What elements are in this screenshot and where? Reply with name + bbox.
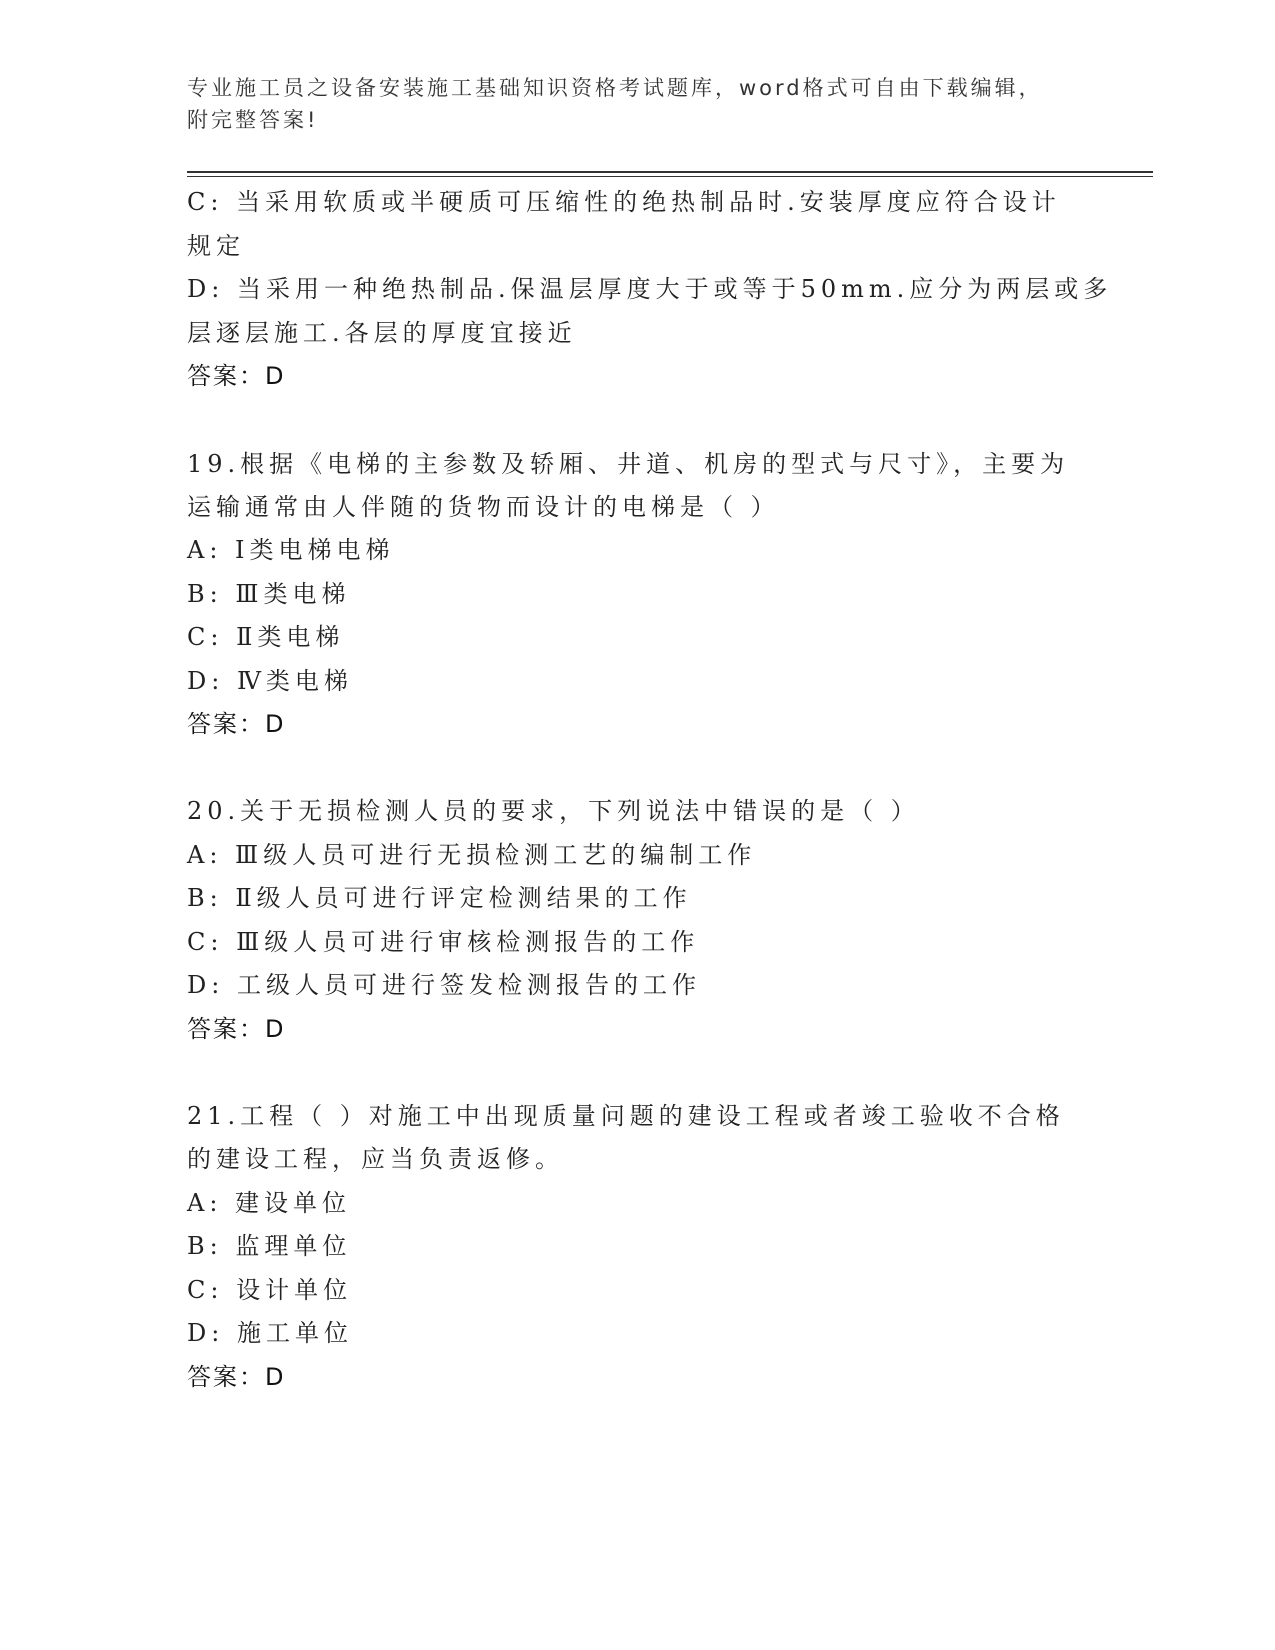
q20-option-b: B: Ⅱ级人员可进行评定检测结果的工作 (187, 884, 692, 912)
q20-stem: 20.关于无损检测人员的要求，下列说法中错误的是（ ） (187, 797, 920, 825)
q21-stem-line-1: 21.工程（ ）对施工中出现质量问题的建设工程或者竣工验收不合格 (187, 1102, 1065, 1130)
q21-option-c: C: 设计单位 (187, 1276, 353, 1304)
document-header-line-2: 附完整答案! (187, 108, 319, 132)
header-divider-top (187, 171, 1153, 173)
q18-option-c-line-1: C: 当采用软质或半硬质可压缩性的绝热制品时.安装厚度应符合设计 (187, 188, 1061, 216)
q20-option-c: C: Ⅲ级人员可进行审核检测报告的工作 (187, 928, 700, 956)
q19-option-a: A: Ⅰ类电梯电梯 (187, 536, 395, 564)
q21-option-d: D: 施工单位 (187, 1319, 353, 1347)
q20-option-d: D: 工级人员可进行签发检测报告的工作 (187, 971, 701, 999)
q21-stem-line-2: 的建设工程，应当负责返修。 (187, 1145, 564, 1173)
header-divider-bottom (187, 176, 1153, 177)
q21-option-b: B: 监理单位 (187, 1232, 352, 1260)
q19-option-b: B: Ⅲ类电梯 (187, 580, 351, 608)
q19-answer: 答案：D (187, 710, 286, 738)
q19-stem-line-1: 19.根据《电梯的主参数及轿厢、井道、机房的型式与尺寸》，主要为 (187, 450, 1070, 478)
q19-option-c: C: Ⅱ类电梯 (187, 623, 345, 651)
q18-option-d-line-2: 层逐层施工.各层的厚度宜接近 (187, 319, 577, 347)
q18-option-d-line-1: D: 当采用一种绝热制品.保温层厚度大于或等于50mm.应分为两层或多 (187, 275, 1113, 303)
q18-option-c-line-2: 规定 (187, 232, 245, 260)
q18-answer: 答案：D (187, 362, 286, 390)
q21-option-a: A: 建设单位 (187, 1189, 352, 1217)
q21-answer: 答案：D (187, 1363, 286, 1391)
q20-option-a: A: Ⅲ级人员可进行无损检测工艺的编制工作 (187, 841, 757, 869)
q19-stem-line-2: 运输通常由人伴随的货物而设计的电梯是（ ） (187, 493, 780, 521)
q20-answer: 答案：D (187, 1015, 286, 1043)
q19-option-d: D: Ⅳ类电梯 (187, 667, 353, 695)
document-header-line-1: 专业施工员之设备安装施工基础知识资格考试题库，word格式可自由下载编辑， (187, 76, 1043, 100)
